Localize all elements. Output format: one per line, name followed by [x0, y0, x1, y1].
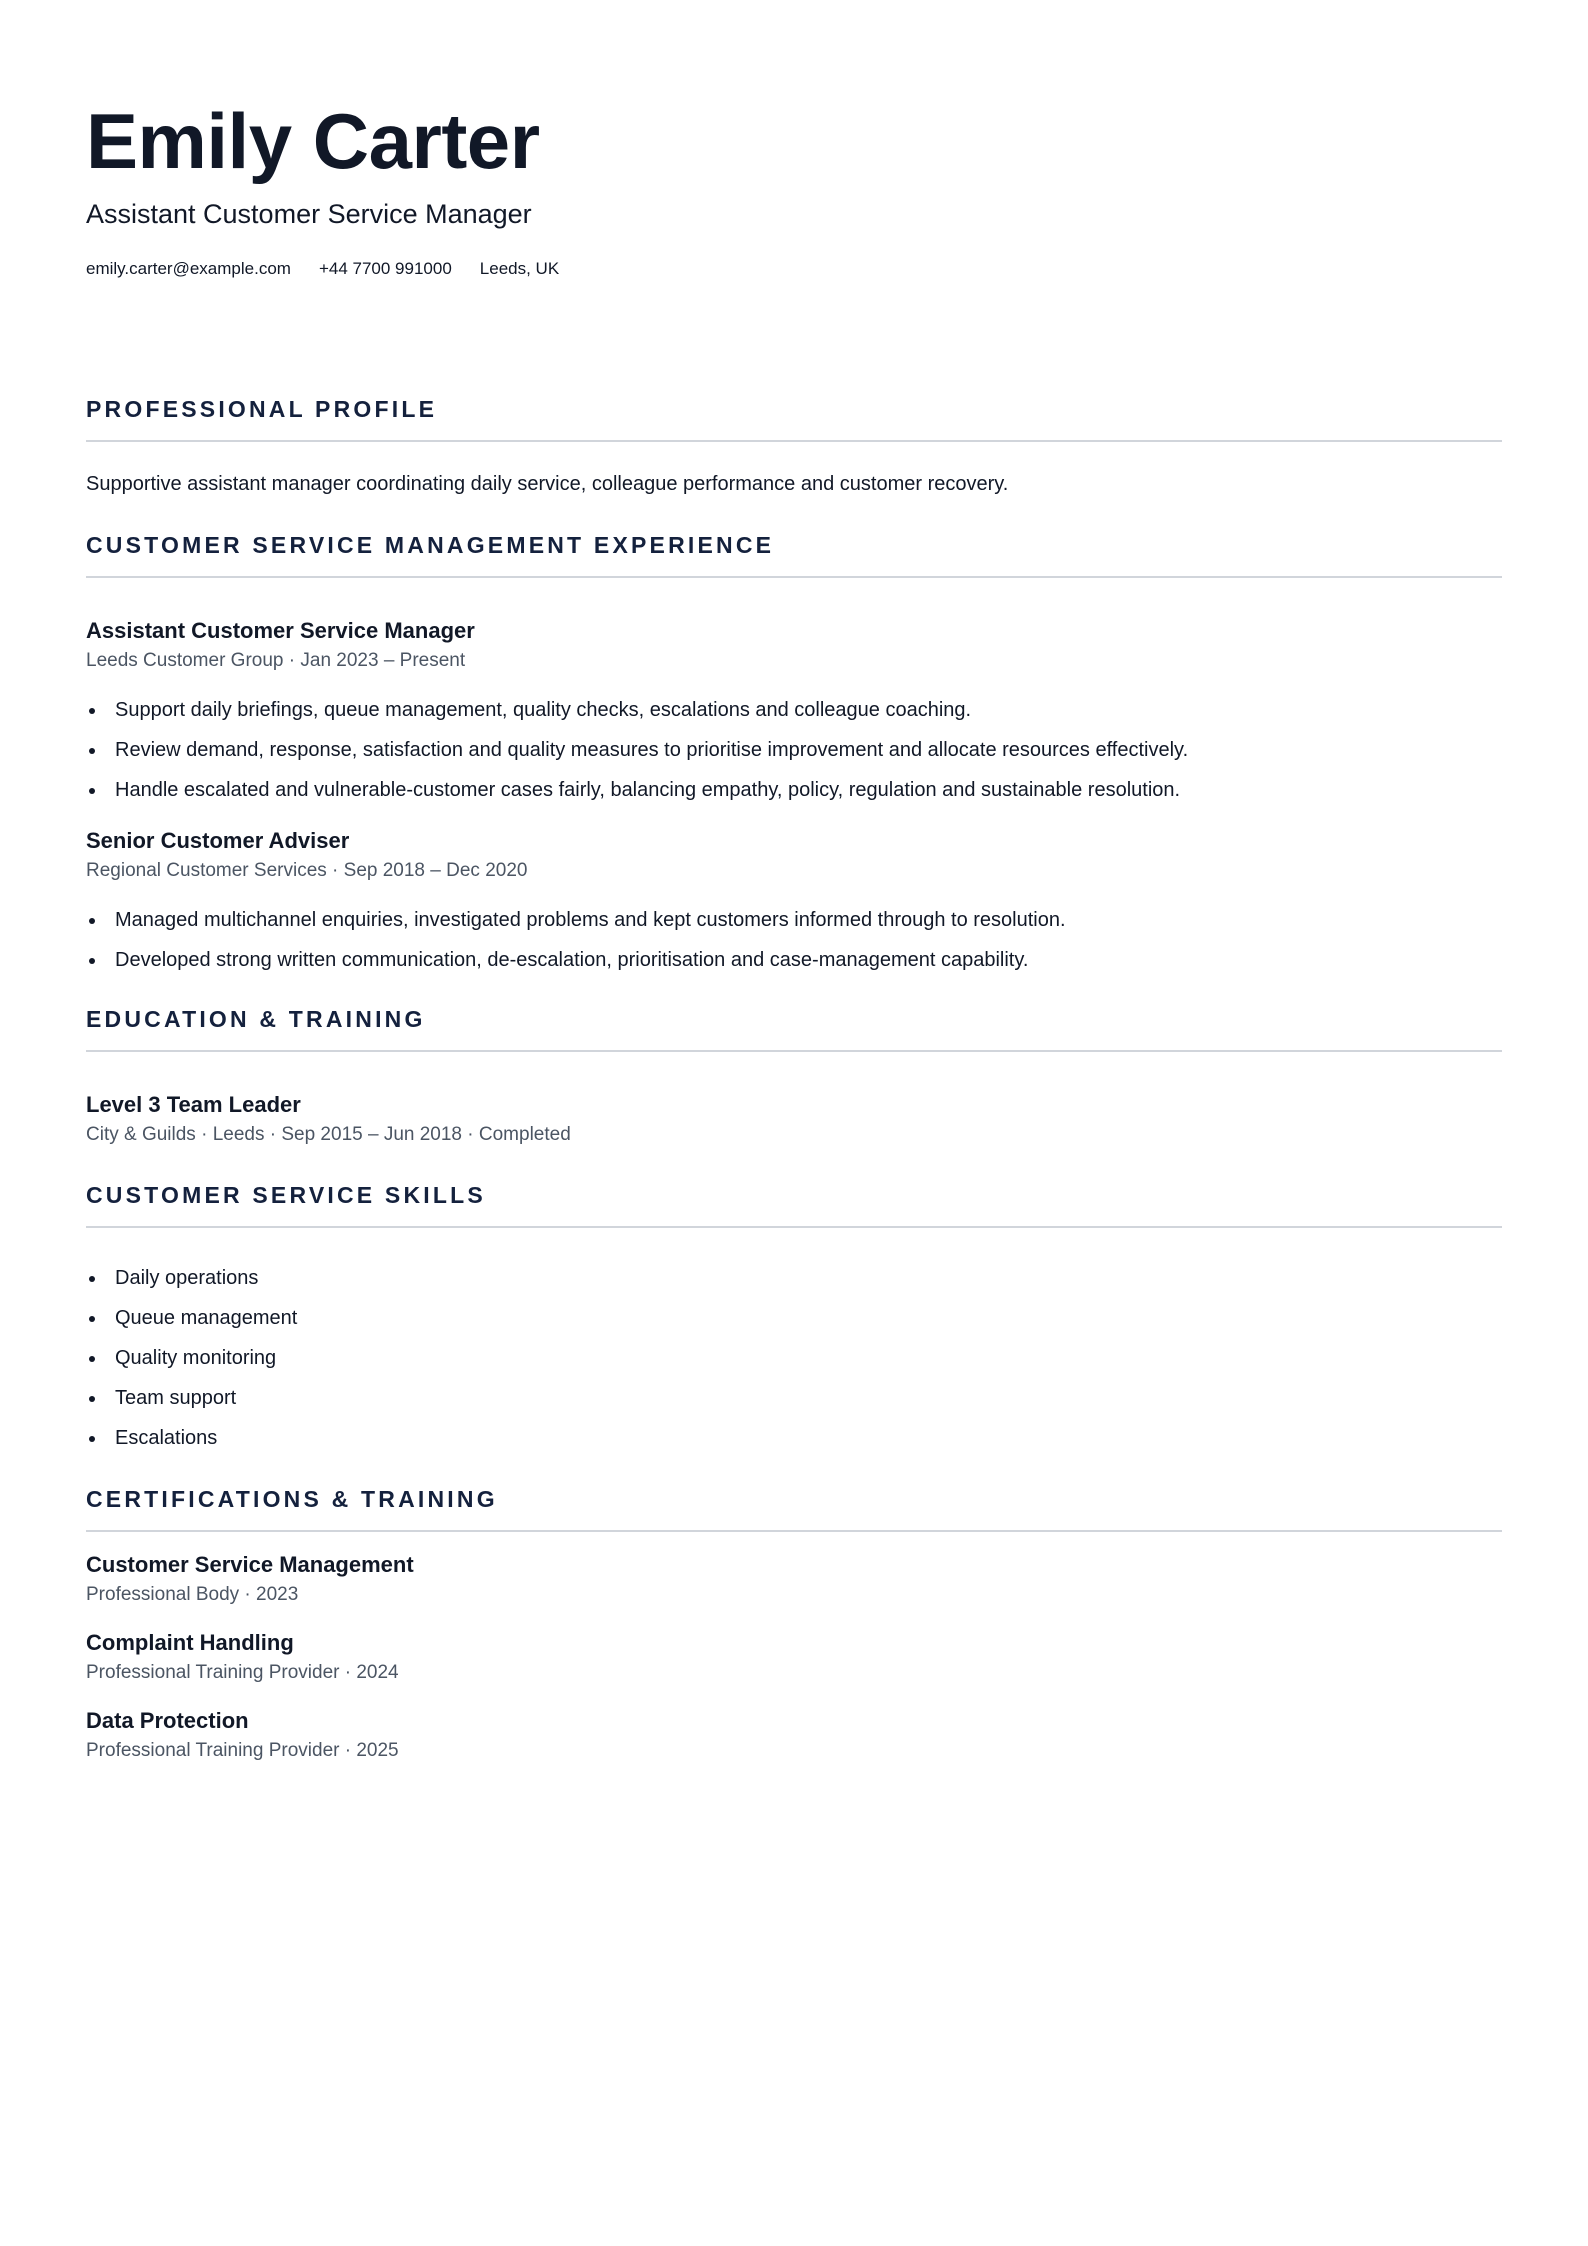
section-heading-certifications: CERTIFICATIONS & TRAINING [86, 1486, 498, 1512]
certifications-section [86, 1484, 1502, 1764]
skill-item: Escalations [86, 1424, 1502, 1452]
section-heading-experience: CUSTOMER SERVICE MANAGEMENT EXPERIENCE [86, 532, 775, 558]
job-bullet: Support daily briefings, queue management, quality checks, escalations and colleague coaching. [86, 696, 1502, 724]
skill-item: Queue management [86, 1304, 1502, 1332]
section-heading-education: EDUCATION & TRAINING [86, 1006, 426, 1032]
profile-text: Supportive assistant manager coordinating daily service, colleague performance and customer recovery. [86, 473, 1009, 495]
candidate-name: Emily Carter [86, 97, 540, 185]
certification-meta: Professional Body · 2023 [86, 1584, 299, 1605]
contact-location: Leeds, UK [479, 259, 560, 278]
job-bullet: Managed multichannel enquiries, investigated problems and kept customers informed through to resolution. [86, 906, 1502, 934]
certification-meta: Professional Training Provider · 2025 [86, 1740, 399, 1761]
section-heading-skills: CUSTOMER SERVICE SKILLS [86, 1182, 486, 1208]
certification-entry [86, 1628, 1502, 1686]
job-bullets [86, 906, 1502, 974]
job-bullet: Developed strong written communication, de-escalation, prioritisation and case-management capability. [86, 946, 1502, 974]
certification-meta: Professional Training Provider · 2024 [86, 1662, 399, 1683]
skill-item: Quality monitoring [86, 1344, 1502, 1372]
job-title: Senior Customer Adviser [86, 828, 350, 853]
profile-section [86, 394, 1502, 498]
education-entry [86, 1090, 1502, 1148]
contact-phone: +44 7700 991000 [318, 259, 452, 278]
contact-email: emily.carter@example.com [86, 259, 291, 278]
experience-section [86, 530, 1502, 974]
section-heading-profile: PROFESSIONAL PROFILE [86, 396, 438, 422]
certification-title: Data Protection [86, 1708, 249, 1733]
job-bullets [86, 696, 1502, 804]
job-entry [86, 616, 1502, 804]
skill-item: Daily operations [86, 1264, 1502, 1292]
certification-entry [86, 1550, 1502, 1608]
education-meta: City & Guilds · Leeds · Sep 2015 – Jun 2018 · Completed [86, 1124, 571, 1145]
certification-title: Complaint Handling [86, 1630, 294, 1655]
job-meta: Leeds Customer Group · Jan 2023 – Present [86, 650, 466, 671]
section-divider [86, 440, 1502, 442]
job-meta: Regional Customer Services · Sep 2018 – Dec 2020 [86, 860, 528, 881]
candidate-title: Assistant Customer Service Manager [86, 199, 532, 229]
skills-list [86, 1264, 1502, 1452]
job-bullet: Review demand, response, satisfaction and quality measures to prioritise improvement and allocate resources effectively. [86, 736, 1502, 764]
section-divider [86, 1050, 1502, 1052]
resume-header [86, 96, 1502, 280]
job-title: Assistant Customer Service Manager [86, 618, 475, 643]
education-title: Level 3 Team Leader [86, 1092, 301, 1117]
education-section [86, 1004, 1502, 1148]
certification-entry [86, 1706, 1502, 1764]
job-bullet: Handle escalated and vulnerable-customer cases fairly, balancing empathy, policy, regulation and sustainable resolution. [86, 776, 1502, 804]
job-entry [86, 826, 1502, 974]
section-divider [86, 576, 1502, 578]
section-divider [86, 1226, 1502, 1228]
skills-section [86, 1180, 1502, 1452]
certification-title: Customer Service Management [86, 1552, 414, 1577]
skill-item: Team support [86, 1384, 1502, 1412]
section-divider [86, 1530, 1502, 1532]
contact-line [86, 258, 1502, 280]
